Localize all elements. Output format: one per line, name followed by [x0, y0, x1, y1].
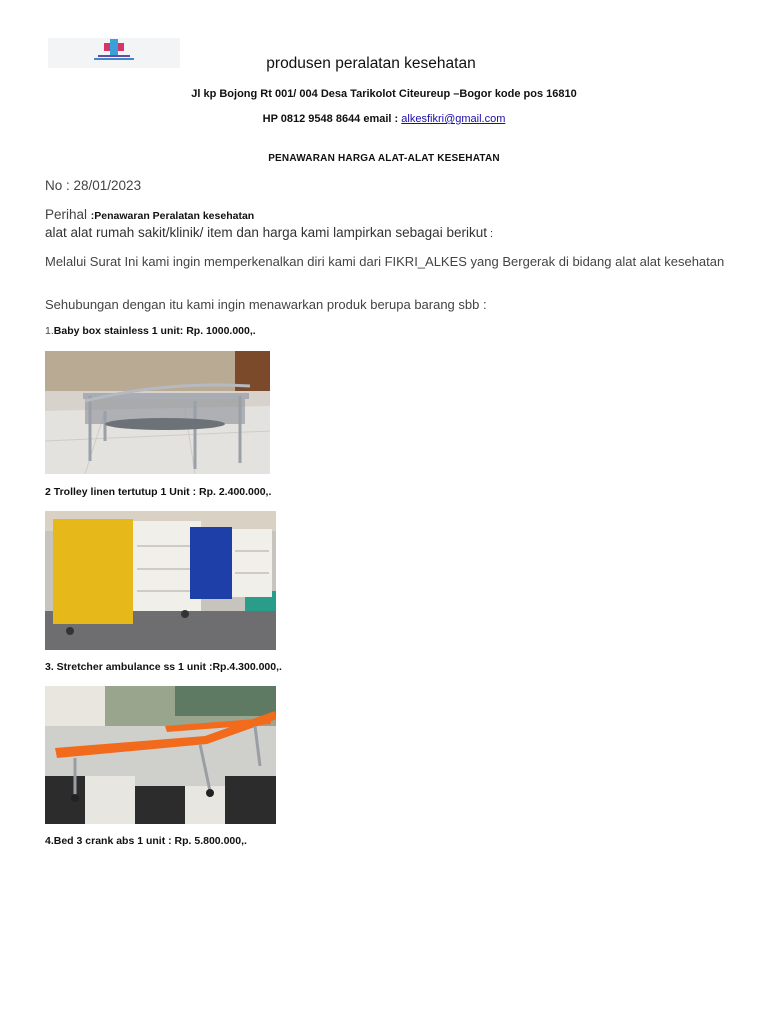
item-label-trolley: 2 Trolley linen tertutup 1 Unit : Rp. 2.400.000,.	[45, 486, 272, 498]
subject-label: Perihal	[45, 207, 88, 222]
item-label-bed: 4.Bed 3 crank abs 1 unit : Rp. 5.800.000,.	[45, 835, 247, 847]
letter-number: No : 28/01/2023	[45, 178, 142, 193]
baby-box-photo	[45, 351, 270, 474]
trolley-photo	[45, 511, 276, 650]
subject-line	[45, 207, 254, 222]
subject-value: :Penawaran Peralatan kesehatan	[90, 210, 255, 222]
item-number: 1.	[45, 325, 54, 337]
intro-paragraph: Melalui Surat Ini kami ingin memperkenalkan diri kami dari FIKRI_ALKES yang Bergerak di bidang alat alat kesehatan	[45, 254, 725, 269]
subject-cont-text: alat alat rumah sakit/klinik/ item dan harga kami lampirkan sebagai berikut	[45, 225, 487, 240]
subject-colon: :	[486, 228, 494, 240]
offer-paragraph: Sehubungan dengan itu kami ingin menawarkan produk berupa barang sbb :	[45, 297, 487, 312]
item-text: Baby box stainless 1 unit: Rp. 1000.000,.	[53, 325, 256, 337]
item-label-stretcher: 3. Stretcher ambulance ss 1 unit :Rp.4.300.000,.	[45, 661, 282, 673]
item-label-baby-box	[45, 325, 256, 337]
stretcher-photo	[45, 686, 276, 824]
company-address: Jl kp Bojong Rt 001/ 004 Desa Tarikolot Citeureup –Bogor kode pos 16810	[191, 88, 577, 100]
email-link[interactable]: alkesfikri@gmail.com	[401, 113, 506, 125]
document-title: PENAWARAN HARGA ALAT-ALAT KESEHATAN	[268, 153, 500, 164]
subject-continuation	[45, 225, 493, 240]
phone-text: HP 0812 9548 8644 email :	[262, 113, 399, 125]
company-contact	[0, 113, 768, 125]
company-name: produsen peralatan kesehatan	[266, 55, 476, 72]
